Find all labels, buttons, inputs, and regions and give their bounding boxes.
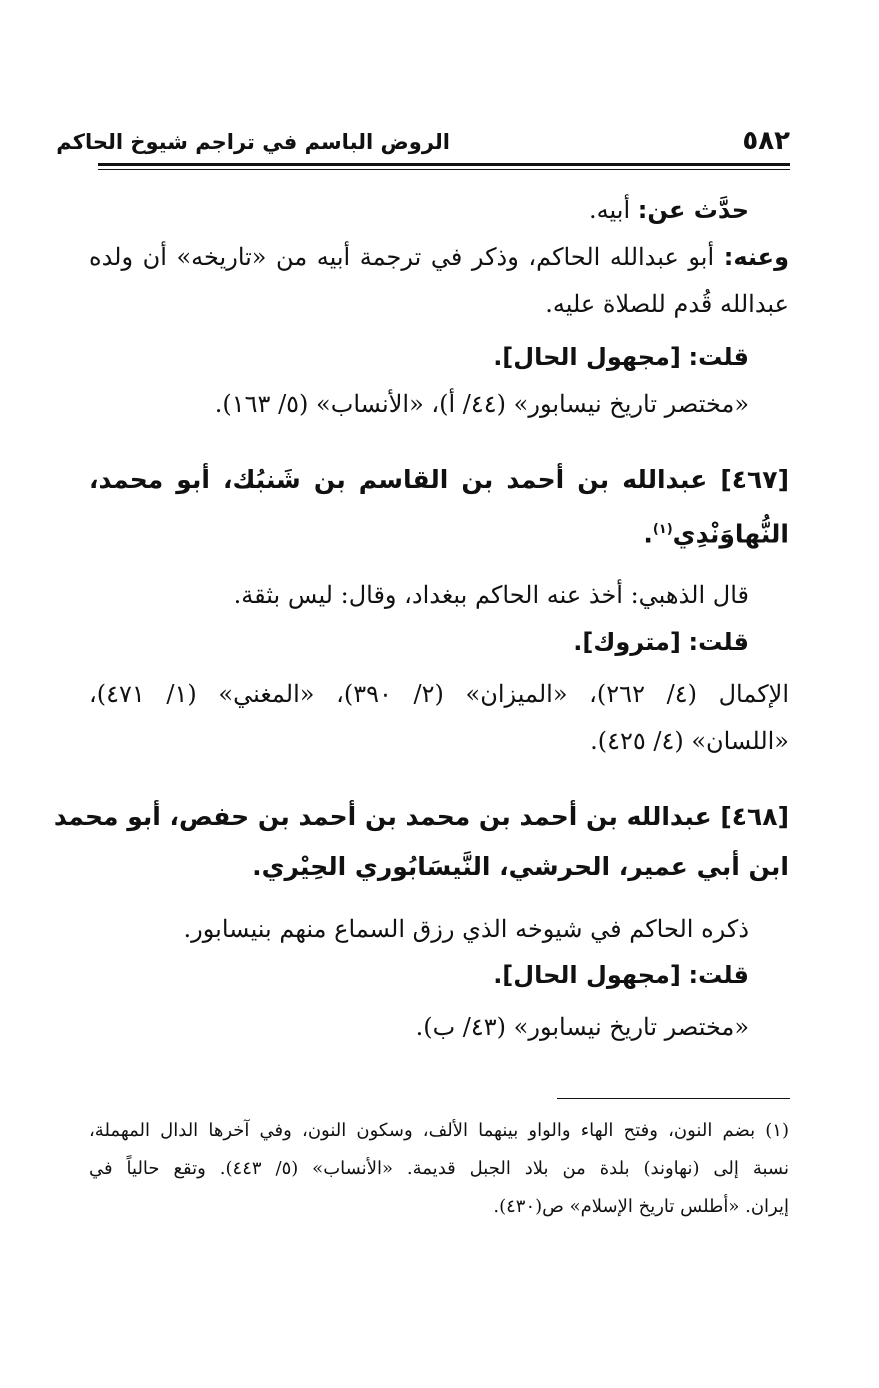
running-title: الروض الباسم في تراجم شيوخ الحاكم [56, 130, 450, 154]
students-line-2: عبدالله قُدم للصلاة عليه. [545, 290, 789, 318]
page-number: ٥٨٢ [742, 126, 790, 156]
students-line-1 [89, 240, 789, 274]
verdict-value-467: [متروك]. [573, 628, 681, 656]
students-label: وعنه: [723, 243, 789, 271]
sources-467-line-2: «اللسان» (٤/ ٤٢٥). [590, 727, 789, 755]
students-line-1-text: أبو عبدالله الحاكم، وذكر في ترجمة أبيه من «تاريخه» أن ولده [89, 243, 715, 271]
verdict-label-468: قلت: [688, 961, 749, 989]
verdict-value-466: [مجهول الحال]. [493, 343, 681, 371]
footnote-line-3: إيران. «أطلس تاريخ الإسلام» ص(٤٣٠). [493, 1196, 789, 1217]
entry-467-heading-1: [٤٦٧] عبدالله بن أحمد بن القاسم بن شَنبُك، أبو محمد، [89, 465, 789, 494]
sources-467-line-1: الإكمال (٤/ ٢٦٢)، «الميزان» (٢/ ٣٩٠)، «المغني» (١/ ٤٧١)، [89, 680, 789, 708]
footnote-line-2: نسبة إلى (نهاوند) بلدة من بلاد الجبل قديمة. «الأنساب» (٥/ ٤٤٣). وتقع حالياً في [89, 1158, 789, 1179]
footnote-marker: (١) [652, 522, 673, 537]
narrated-from-label: حدَّث عن: [637, 196, 749, 224]
sources-468: «مختصر تاريخ نيسابور» (٤٣/ ب). [415, 1013, 749, 1041]
entry-468-heading-2: ابن أبي عمير، الحرشي، النَّيسَابُوري الحِيْري. [252, 852, 789, 881]
entry-467-heading-2 [643, 513, 789, 551]
verdict-label-466: قلت: [688, 343, 749, 371]
entry-467-heading-end: . [643, 519, 653, 549]
verdict-line-467 [573, 625, 749, 659]
dhahabi-statement: قال الذهبي: أخذ عنه الحاكم ببغداد، وقال: ليس بثقة. [233, 581, 749, 609]
verdict-line-466 [493, 340, 749, 374]
verdict-label-467: قلت: [688, 628, 749, 656]
footnote-rule [557, 1098, 790, 1099]
footnote-line-1: (١) بضم النون، وفتح الهاء والواو بينهما الألف، وسكون النون، وفي آخرها الدال المهملة، [89, 1120, 789, 1141]
header-rule-thin [98, 169, 790, 170]
sources-466: «مختصر تاريخ نيسابور» (٤٤/ أ)، «الأنساب» (٥/ ١٦٣). [214, 390, 749, 418]
verdict-value-468: [مجهول الحال]. [493, 961, 681, 989]
verdict-line-468 [493, 958, 749, 992]
header-rule-thick [98, 163, 790, 166]
entry-468-heading-1: [٤٦٨] عبدالله بن أحمد بن محمد بن أحمد بن حفص، أبو محمد [53, 802, 789, 831]
narrated-from-line [589, 193, 749, 227]
page-header [56, 118, 790, 162]
narrated-from-value: أبيه. [589, 196, 631, 224]
mention-468: ذكره الحاكم في شيوخه الذي رزق السماع منهم بنيسابور. [183, 915, 749, 943]
entry-467-nisba: النُّهاوَنْدِي [672, 519, 789, 549]
